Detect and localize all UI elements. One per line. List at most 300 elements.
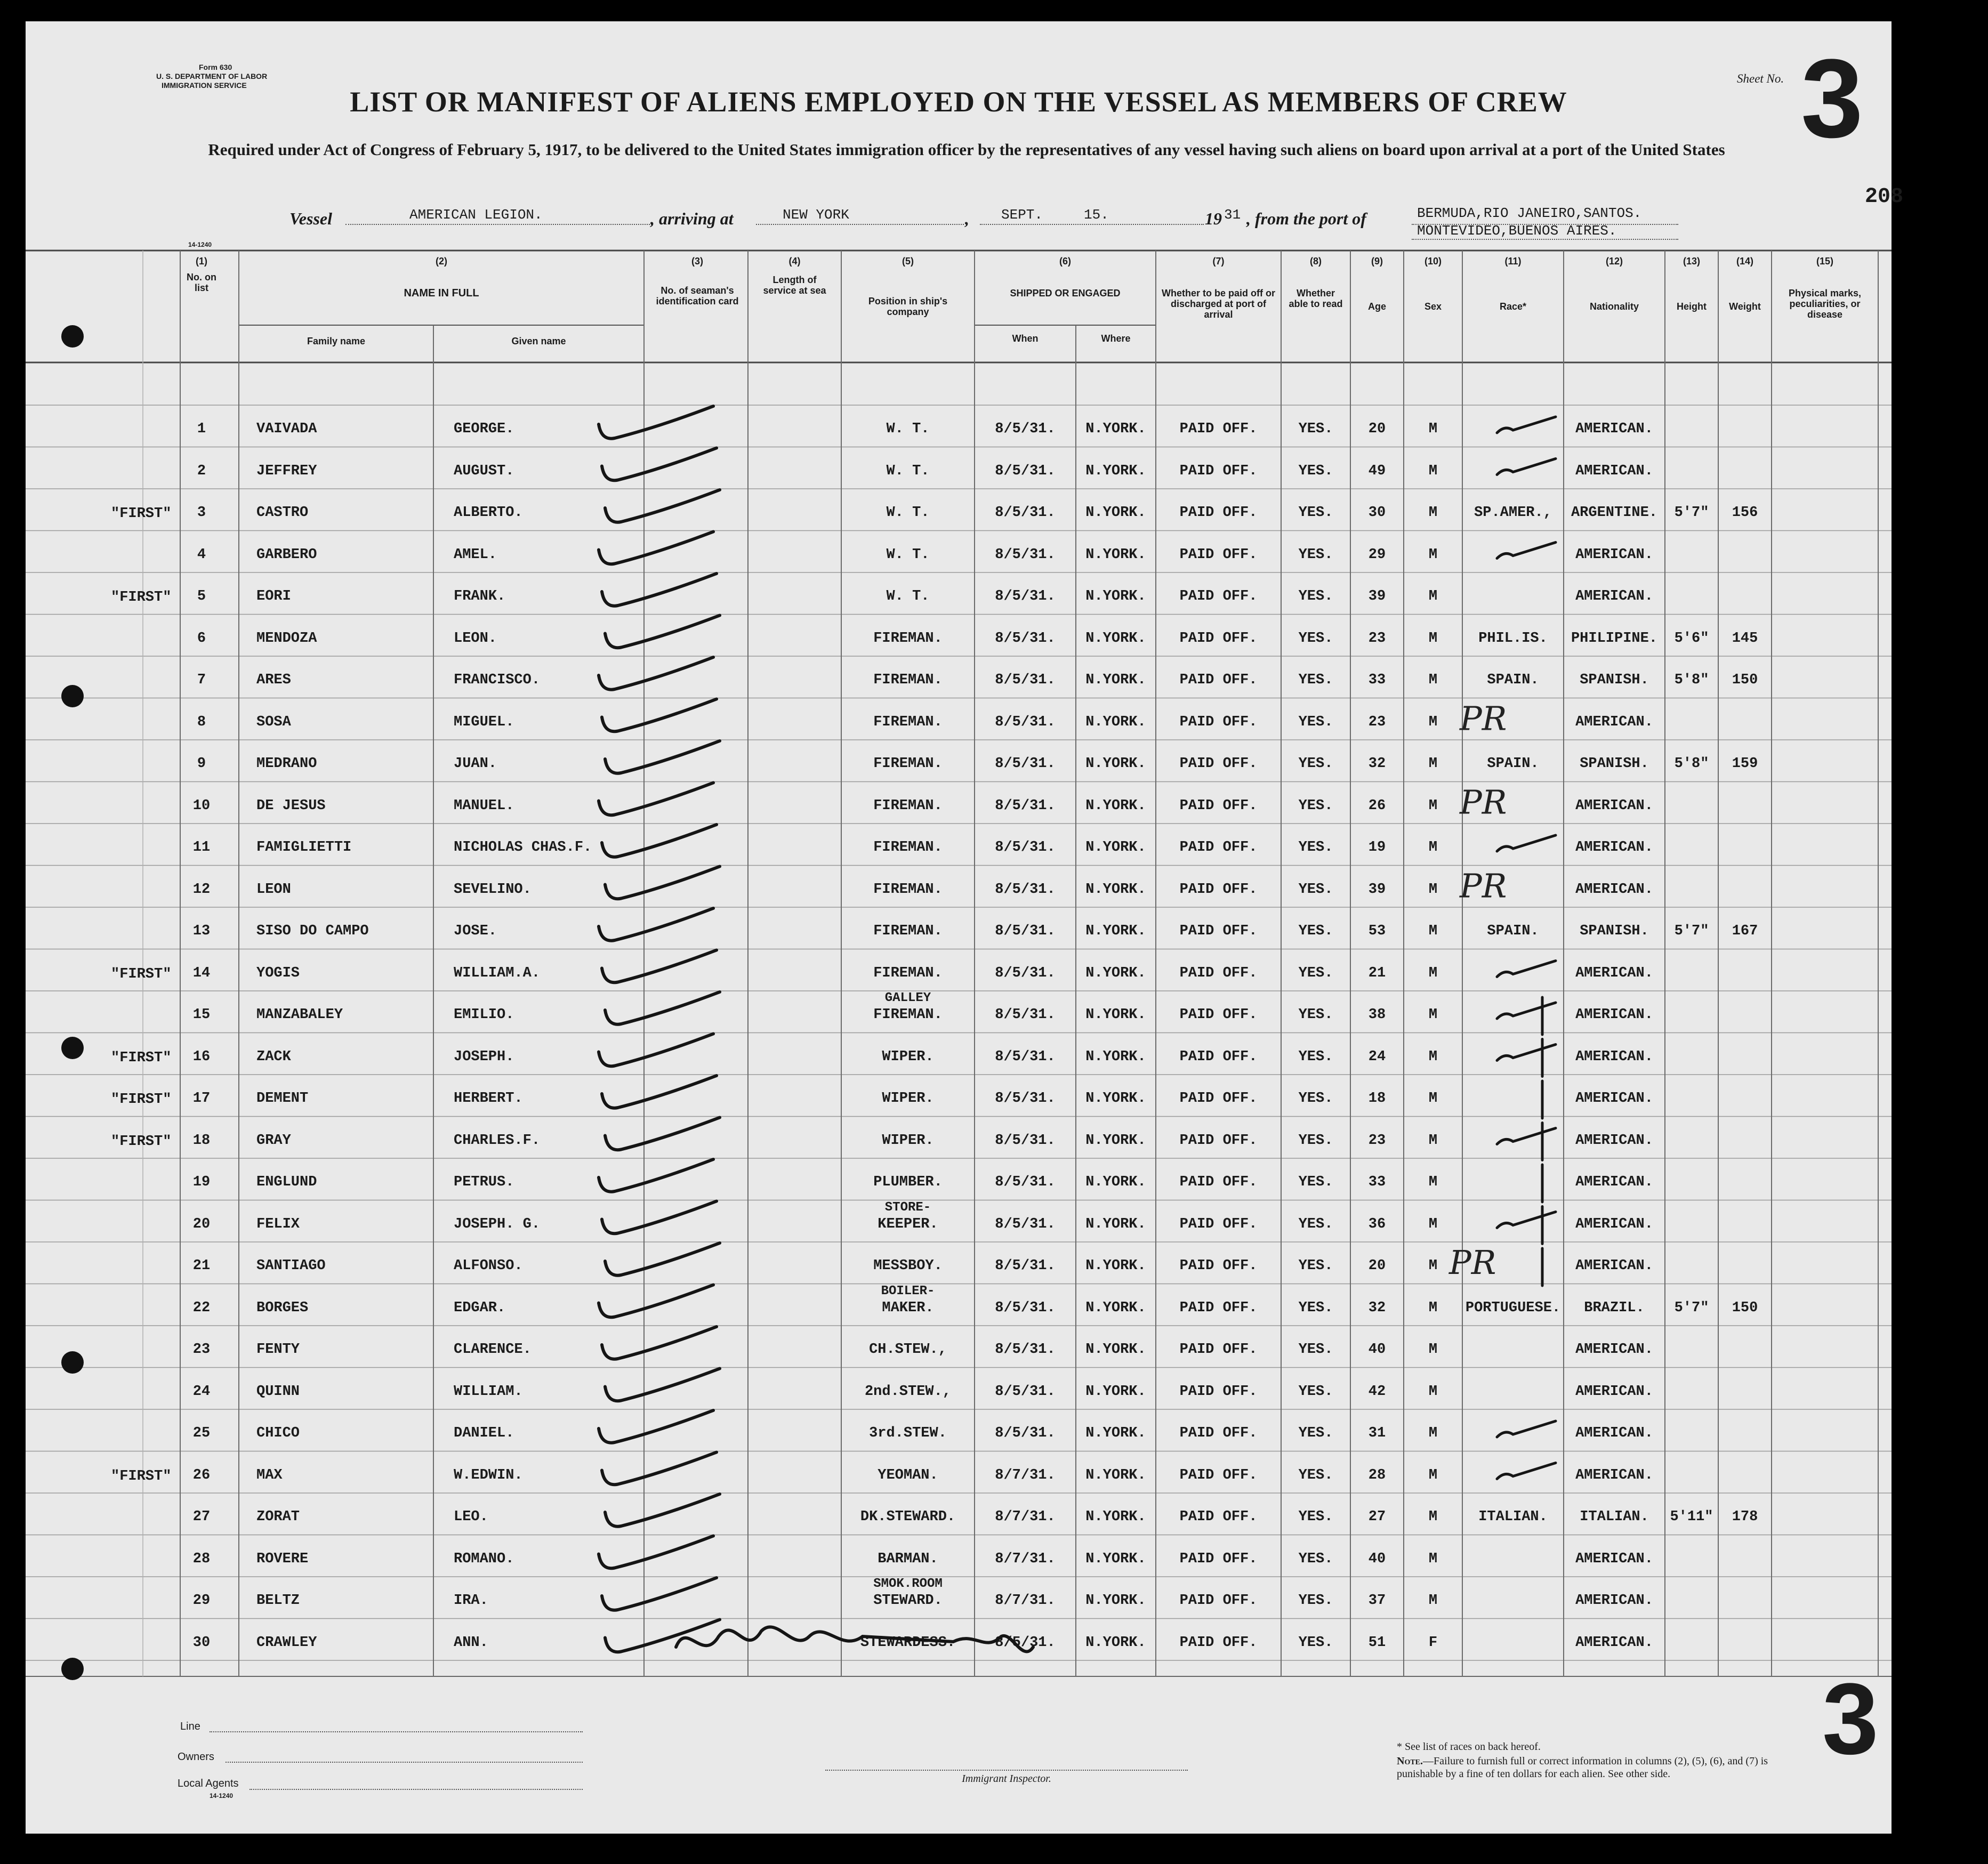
cell-sex: M [1428,965,1438,981]
cell-mark: "FIRST" [111,1133,172,1150]
col-header-nationality: Nationality [1589,301,1639,312]
cell-no: 2 [197,463,206,479]
cell-family: VAIVADA [256,421,317,437]
cell-no: 8 [197,714,206,730]
cell-when: 8/5/31. [995,1007,1056,1023]
cell-position: WIPER. [882,1091,934,1107]
cell-no: 11 [192,840,211,856]
col-num-6: (6) [1059,256,1071,267]
cell-read: YES. [1298,840,1333,856]
col-num-1: (1) [196,256,207,267]
cell-where: N.YORK. [1085,1509,1146,1525]
cell-mark: "FIRST" [111,966,172,982]
cell-age: 23 [1368,1132,1386,1149]
cell-nationality: AMERICAN. [1575,840,1653,856]
cell-sex: F [1428,1634,1438,1651]
cell-sex: M [1428,546,1438,563]
cell-given: EMILIO. [454,1007,514,1023]
cell-paid: PAID OFF. [1179,965,1258,981]
cell-where: N.YORK. [1085,797,1146,814]
cell-paid: PAID OFF. [1179,923,1258,939]
cell-nationality: ITALIAN. [1580,1509,1649,1525]
cell-nationality: AMERICAN. [1575,588,1653,604]
cell-paid: PAID OFF. [1179,1383,1258,1400]
page-title: LIST OR MANIFEST OF ALIENS EMPLOYED ON THE VESSEL AS MEMBERS OF CREW [350,86,1567,118]
race-pr-handwritten: PR [1460,866,1507,906]
port-line-1: BERMUDA,RIO JANEIRO,SANTOS. [1417,205,1642,221]
cell-when: 8/5/31. [995,965,1056,981]
cell-position: FIREMAN. [873,840,943,856]
cell-when: 8/5/31. [995,1425,1056,1441]
col-num-12: (12) [1605,256,1623,267]
cell-where: N.YORK. [1085,1425,1146,1441]
sheet-number-bottom: 3 [1822,1663,1879,1776]
cell-nationality: AMERICAN. [1575,1383,1653,1400]
cell-read: YES. [1298,1551,1333,1567]
cell-paid: PAID OFF. [1179,630,1258,647]
cell-when: 8/5/31. [995,1383,1056,1400]
cell-sex: M [1428,923,1438,939]
cell-no: 15 [192,1007,211,1023]
cell-read: YES. [1298,1425,1333,1441]
cell-weight: 150 [1732,672,1758,688]
cell-no: 20 [192,1216,211,1232]
cell-sex: M [1428,505,1438,521]
cell-paid: PAID OFF. [1179,1258,1258,1274]
cell-given: MANUEL. [454,797,514,814]
cell-given: W.EDWIN. [454,1467,523,1483]
cell-given: LEO. [454,1509,488,1525]
cell-given: FRANK. [454,588,506,604]
cell-age: 28 [1368,1467,1386,1483]
cell-nationality: AMERICAN. [1575,965,1653,981]
cell-when: 8/5/31. [995,756,1056,772]
cell-family: JEFFREY [256,463,317,479]
cell-paid: PAID OFF. [1179,1551,1258,1567]
cell-when: 8/5/31. [995,1258,1056,1274]
cell-where: N.YORK. [1085,1551,1146,1567]
cell-position: CH.STEW., [869,1342,947,1358]
cell-family: MEDRANO [256,756,317,772]
cell-position: W. T. [886,421,930,437]
cell-when: 8/7/31. [995,1467,1056,1483]
cell-position: WIPER. [882,1132,934,1149]
cell-sex: M [1428,1509,1438,1525]
cell-when: 8/5/31. [995,1091,1056,1107]
arriving-label: , arriving at [650,209,734,228]
cell-nationality: SPANISH. [1580,756,1649,772]
cell-read: YES. [1298,797,1333,814]
col-num-8: (8) [1310,256,1322,267]
cell-read: YES. [1298,546,1333,563]
col-header-read: Whether able to read [1289,288,1343,309]
cell-when: 8/5/31. [995,1048,1056,1065]
cell-no: 23 [192,1342,211,1358]
cell-age: 51 [1368,1634,1386,1651]
cell-read: YES. [1298,1593,1333,1609]
cell-nationality: SPANISH. [1580,672,1649,688]
cell-age: 26 [1368,797,1386,814]
cell-read: YES. [1298,672,1333,688]
cell-position: FIREMAN. [873,714,943,730]
cell-position: FIREMAN. [873,881,943,898]
cell-position: FIREMAN. [873,756,943,772]
cell-sex: M [1428,1048,1438,1065]
cell-paid: PAID OFF. [1179,756,1258,772]
cell-sex: M [1428,881,1438,898]
punch-hole [61,1658,84,1680]
cell-nationality: AMERICAN. [1575,1258,1653,1274]
col-header-when: When [1012,333,1039,344]
cell-where: N.YORK. [1085,421,1146,437]
cell-mark: "FIRST" [111,506,172,522]
cell-nationality: SPANISH. [1580,923,1649,939]
cell-read: YES. [1298,421,1333,437]
cell-when: 8/5/31. [995,630,1056,647]
cell-paid: PAID OFF. [1179,840,1258,856]
cell-position-line2: STEWARD. [873,1593,943,1609]
cell-where: N.YORK. [1085,1258,1146,1274]
cell-where: N.YORK. [1085,1216,1146,1232]
cell-no: 6 [197,630,206,647]
cell-family: GRAY [256,1132,291,1149]
form-department: U. S. DEPARTMENT OF LABOR [156,72,268,80]
cell-family: ARES [256,672,291,688]
cell-family: EORI [256,588,291,604]
cell-nationality: BRAZIL. [1584,1300,1645,1316]
cell-given: JUAN. [454,756,497,772]
cell-position: YEOMAN. [878,1467,938,1483]
cell-age: 18 [1368,1091,1386,1107]
cell-paid: PAID OFF. [1179,1593,1258,1609]
form-number: Form 630 [199,63,232,71]
cell-nationality: AMERICAN. [1575,546,1653,563]
cell-read: YES. [1298,630,1333,647]
cell-nationality: AMERICAN. [1575,1091,1653,1107]
cell-nationality: AMERICAN. [1575,463,1653,479]
cell-read: YES. [1298,714,1333,730]
cell-sex: M [1428,421,1438,437]
cell-read: YES. [1298,1258,1333,1274]
cell-given: NICHOLAS CHAS.F. [454,840,592,856]
cell-when: 8/7/31. [995,1593,1056,1609]
cell-race: ITALIAN. [1478,1509,1548,1525]
manifest-sheet: Form 630 U. S. DEPARTMENT OF LABOR IMMIGRATION SERVICE Sheet No. 3 208 LIST OR MANIFEST OF ALIENS EMPLOYED ON THE VESSEL AS MEMBERS OF CREW Required under Act of Congress of February 5, 1917, to be delivered to the United States immigration officer by the representatives of any vessel having such aliens on board upon arrival at a port of the United States Vessel AMERICAN LEGION. , arriving at NEW YORK , SEPT. 15. 19 31 , from the port of BERMUDA,RIO JANEIRO,SANTOS. MONTEVIDEO,BUENOS AIRES. (1) No. on list (2) NAME IN FULL Family name Given name (3) No. of seaman's identification card (4) Length of service at sea (5) Position in ship's company (6) SHIPPED OR ENGAGED When Where (7) Whether to be paid off or discharged at port of arrival (8) Whether able to read (9) Age (10) Sex (11) Race* (12) Nationality (13) Height (14) Weight (15) Physical marks, peculiarities, or disease 14-1240 1 VAIVADA GEORGE. W. T. 8/5/31. N.YORK. PAID OFF. YES. 20 M AMERICAN. 2 JEFFREY AUGUST. W. T. 8/5/31. N.YORK. PAID OFF. YES. 49 M AMERICAN. "FIRST" 3 CASTRO ALBERTO. W. T. 8/5/31. N.YORK. PAID OFF. YES. 30 M SP.AMER., ARGENTINE. 5'7" 156 4 GARBERO AMEL. W. T. 8/5/31. N.YORK. PAID OFF. YES. 29 M AMERICAN. "FIRST" 5 EORI FRANK. W. T. 8/5/31. N.YORK. PAID OFF. YES. 39 M AMERICAN. 6 MENDOZA LEON. FIREMAN. 8/5/31. N.YORK. PAID OFF. YES. 23 M PHIL.IS. PHILIPINE. 5'6" 145 7 ARES FRANCISCO. FIREMAN. 8/5/31. N.YORK. PAID OFF. YES. 33 M SPAIN. SPANISH. 5'8" 150 8 SOSA MIGUEL. FIREMAN. 8/5/31. N.YORK. PAID OFF. YES. 23 M AMERICAN. 9 MEDRANO JUAN. FIREMAN. 8/5/31. N.YORK. PAID OFF. YES. 32 M SPAIN. SPANISH. 5'8" 159 10 DE JESUS MANUEL. FIREMAN. 8/5/31. N.YORK. PAID OFF. YES. 26 M AMERICAN. 11 FAMIGLIETTI NICHOLAS CHAS.F. FIREMAN. 8/5/31. N.YORK. PAID OFF. YES. 19 M AMERICAN. 12 LEON SEVELINO. FIREMAN. 8/5/31. N.YORK. PAID OFF. YES. 39 M AMERICAN. 13 SISO DO CAMPO JOSE. FIREMAN. 8/5/31. N.YORK. PAID OFF. YES. 53 M SPAIN. SPANISH. 5'7" 167 "FIRST" 14 YOGIS WILLIAM.A. FIREMAN. 8/5/31. N.YORK. PAID OFF. YES. 21 M AMERICAN. 15 MANZABALEY EMILIO. FIREMAN. GALLEY 8/5/31. N.YORK. PAID OFF. YES. 38 M AMERICAN. "FIRST" 16 ZACK JOSEPH. WIPER. 8/5/31. N.YORK. PAID OFF. YES. 24 M AMERICAN. "FIRST" 17 DEMENT HERBERT. WIPER. 8/5/31. N.YORK. PAID OFF. YES. 18 M AMERICAN. "FIRST" 18 GRAY CHARLES.F. WIPER. 8/5/31. N.YORK. PAID OFF. YES. 23 M AMERICAN. 19 ENGLUND PETRUS. PLUMBER. 8/5/31. N.YORK. PAID OFF. YES. 33 M AMERICAN. 20 FELIX JOSEPH. G. KEEPER. STORE- 8/5/31. N.YORK. PAID OFF. YES. 36 M AMERICAN. 21 SANTIAGO ALFONSO. MESSBOY. 8/5/31. N.YORK. PAID OFF. YES. 20 M AMERICAN. 22 BORGES EDGAR. MAKER. BOILER- 8/5/31. N.YORK. PAID OFF. YES. 32 M PORTUGUESE. BRAZIL. 5'7" 150 23 FENTY CLARENCE. CH.STEW., 8/5/31. N.YORK. PAID OFF. YES. 40 M AMERICAN. 24 QUINN WILLIAM. 2nd.STEW., 8/5/31. N.YORK. PAID OFF. YES. 42 M AMERICAN. 25 CHICO DANIEL. 3rd.STEW. 8/5/31. N.YORK. PAID OFF. YES. 31 M AMERICAN. "FIRST" 26 MAX W.EDWIN. YEOMAN. 8/7/31. N.YORK. PAID OFF. YES. 28 M AMERICAN. 27 ZORAT LEO. DK.STEWARD. 8/7/31. N.YORK. PAID OFF. YES. 27 M ITALIAN. ITALIAN. 5'11" 178 28 ROVERE ROMANO. BARMAN. 8/7/31. N.YORK. PAID OFF. YES. 40 M AMERICAN. 29 BELTZ IRA. STEWARD. SMOK.ROOM 8/7/31. N.YORK. PAID OFF. YES. 37 M AMERICAN. 30 CRAWLEY ANN. STEWARDESS. 8/5/31. N.YORK. PAID OFF. YES. 51 F AMERICAN. PR PR PR PR Line Owners Local Agents 14-1240 Immigrant Inspector. * See list of races on back hereof. Note.—Failure to furnish full or correct information in columns (2), (5), (6), and (7) is punishable by a fine of ten dollars for each alien. See other side. 3 [26,21,1892,1834]
cell-family: ZACK [256,1048,291,1065]
cell-position: 3rd.STEW. [869,1425,947,1441]
cell-paid: PAID OFF. [1179,588,1258,604]
cell-sex: M [1428,630,1438,647]
form-service: IMMIGRATION SERVICE [162,81,247,90]
cell-where: N.YORK. [1085,923,1146,939]
cell-position: STEWARDESS. [860,1634,956,1651]
cell-given: CLARENCE. [454,1342,532,1358]
col-header-height: Height [1677,301,1707,312]
col-header-service: Length of service at sea [763,275,826,296]
cell-position: FIREMAN. [873,923,943,939]
col-header-family: Family name [307,336,366,346]
cell-paid: PAID OFF. [1179,546,1258,563]
cell-no: 25 [192,1425,211,1441]
cell-given: ALBERTO. [454,505,523,521]
cell-no: 26 [192,1467,211,1483]
cell-nationality: AMERICAN. [1575,421,1653,437]
cell-given: LEON. [454,630,497,647]
cell-mark: "FIRST" [111,1092,172,1108]
cell-position: W. T. [886,546,930,563]
cell-when: 8/5/31. [995,923,1056,939]
cell-family: LEON [256,881,291,898]
cell-age: 49 [1368,463,1386,479]
cell-given: MIGUEL. [454,714,514,730]
cell-age: 31 [1368,1425,1386,1441]
cell-no: 12 [192,881,211,898]
cell-family: ROVERE [256,1551,309,1567]
cell-when: 8/5/31. [995,546,1056,563]
cell-sex: M [1428,1216,1438,1232]
cell-no: 5 [197,588,206,604]
cell-position: W. T. [886,588,930,604]
cell-no: 19 [192,1174,211,1190]
cell-given: PETRUS. [454,1174,514,1190]
cell-weight: 167 [1732,923,1758,939]
cell-position: SMOK.ROOM [873,1577,943,1591]
cell-given: AUGUST. [454,463,514,479]
cell-read: YES. [1298,1132,1333,1149]
cell-paid: PAID OFF. [1179,505,1258,521]
cell-race: SPAIN. [1487,672,1539,688]
col-header-age: Age [1367,301,1386,312]
cell-read: YES. [1298,965,1333,981]
cell-position: BARMAN. [878,1551,938,1567]
cell-nationality: AMERICAN. [1575,1593,1653,1609]
cell-age: 19 [1368,840,1386,856]
cell-family: MAX [256,1467,283,1483]
cell-family: GARBERO [256,546,317,563]
cell-position: FIREMAN. [873,965,943,981]
cell-sex: M [1428,672,1438,688]
port-line-2: MONTEVIDEO,BUENOS AIRES. [1417,223,1617,239]
cell-given: WILLIAM.A. [454,965,541,981]
cell-when: 8/5/31. [995,714,1056,730]
cell-family: FELIX [256,1216,300,1232]
cell-read: YES. [1298,463,1333,479]
cell-given: GEORGE. [454,421,514,437]
cell-family: SANTIAGO [256,1258,326,1274]
cell-given: SEVELINO. [454,881,532,898]
cell-weight: 156 [1732,505,1758,521]
cell-read: YES. [1298,1300,1333,1316]
cell-family: FAMIGLIETTI [256,840,352,856]
cell-where: N.YORK. [1085,1007,1146,1023]
cell-no: 22 [192,1300,211,1316]
race-pr-handwritten: PR [1449,1243,1496,1282]
cell-sex: M [1428,588,1438,604]
col-num-15: (15) [1816,256,1833,267]
cell-paid: PAID OFF. [1179,672,1258,688]
cell-family: QUINN [256,1383,300,1400]
col-header-shipped: SHIPPED OR ENGAGED [1010,288,1121,298]
col-header-name: NAME IN FULL [404,287,479,299]
footer-form-code: 14-1240 [210,1792,234,1800]
cell-age: 38 [1368,1007,1386,1023]
cell-sex: M [1428,1467,1438,1483]
cell-where: N.YORK. [1085,1300,1146,1316]
cell-position: WIPER. [882,1048,934,1065]
cell-no: 24 [192,1383,211,1400]
cell-when: 8/5/31. [995,840,1056,856]
col-header-weight: Weight [1729,301,1761,312]
cell-race: SPAIN. [1487,756,1539,772]
cell-paid: PAID OFF. [1179,1048,1258,1065]
cell-sex: M [1428,1342,1438,1358]
cell-age: 33 [1368,1174,1386,1190]
cell-family: ENGLUND [256,1174,317,1190]
arrival-month: SEPT. [1001,207,1043,223]
col-num-13: (13) [1683,256,1700,267]
cell-height: 5'7" [1674,923,1709,939]
cell-age: 23 [1368,630,1386,647]
cell-position: MESSBOY. [873,1258,943,1274]
cell-age: 42 [1368,1383,1386,1400]
cell-where: N.YORK. [1085,1593,1146,1609]
arrival-day: 15. [1084,207,1109,223]
cell-position-line2: MAKER. [882,1300,934,1316]
cell-race: SPAIN. [1487,923,1539,939]
race-pr-handwritten: PR [1460,699,1507,738]
cell-where: N.YORK. [1085,546,1146,563]
cell-no: 13 [192,923,211,939]
col-header-where: Where [1101,333,1131,344]
cell-read: YES. [1298,1383,1333,1400]
cell-position: W. T. [886,505,930,521]
cell-family: BORGES [256,1300,309,1316]
cell-family: MANZABALEY [256,1007,343,1023]
cell-sex: M [1428,1551,1438,1567]
cell-nationality: AMERICAN. [1575,797,1653,814]
col-num-11: (11) [1504,256,1522,267]
cell-nationality: AMERICAN. [1575,714,1653,730]
cell-where: N.YORK. [1085,840,1146,856]
cell-nationality: PHILIPINE. [1571,630,1658,647]
cell-where: N.YORK. [1085,1091,1146,1107]
cell-position-line2: FIREMAN. [873,1007,943,1023]
vessel-name: AMERICAN LEGION. [409,207,543,223]
cell-family: SISO DO CAMPO [256,923,369,939]
cell-nationality: AMERICAN. [1575,1467,1653,1483]
punch-hole [61,685,84,707]
cell-weight: 178 [1732,1509,1758,1525]
cell-read: YES. [1298,505,1333,521]
cell-where: N.YORK. [1085,1467,1146,1483]
cell-family: FENTY [256,1342,300,1358]
cell-where: N.YORK. [1085,1174,1146,1190]
cell-given: JOSEPH. [454,1048,514,1065]
cell-paid: PAID OFF. [1179,1342,1258,1358]
cell-given: ALFONSO. [454,1258,523,1274]
cell-no: 29 [192,1593,211,1609]
cell-sex: M [1428,756,1438,772]
cell-family: CRAWLEY [256,1634,317,1651]
punch-hole [61,1351,84,1374]
cell-when: 8/5/31. [995,421,1056,437]
cell-position: GALLEY [884,991,931,1005]
cell-given: JOSE. [454,923,497,939]
cell-age: 20 [1368,421,1386,437]
footer-owners-label: Owners [178,1751,214,1763]
cell-paid: PAID OFF. [1179,1091,1258,1107]
cell-paid: PAID OFF. [1179,463,1258,479]
cell-given: CHARLES.F. [454,1132,541,1149]
cell-age: 40 [1368,1551,1386,1567]
cell-where: N.YORK. [1085,1383,1146,1400]
cell-race: SP.AMER., [1474,505,1552,521]
cell-height: 5'6" [1674,630,1709,647]
cell-paid: PAID OFF. [1179,1509,1258,1525]
cell-paid: PAID OFF. [1179,1216,1258,1232]
cell-nationality: AMERICAN. [1575,1216,1653,1232]
cell-nationality: AMERICAN. [1575,1634,1653,1651]
cell-read: YES. [1298,756,1333,772]
penalty-note: Note.—Failure to furnish full or correct information in columns (2), (5), (6), and (7) is punishable by a fine of ten dollars for each alien. See other side. [1397,1755,1768,1780]
cell-read: YES. [1298,1634,1333,1651]
cell-where: N.YORK. [1085,463,1146,479]
cell-family: DE JESUS [256,797,326,814]
year-prefix: 19 [1205,209,1222,228]
cell-when: 8/5/31. [995,463,1056,479]
cell-where: N.YORK. [1085,714,1146,730]
cell-family: DEMENT [256,1091,309,1107]
race-pr-handwritten: PR [1460,782,1507,822]
cell-when: 8/5/31. [995,1174,1056,1190]
cell-read: YES. [1298,1509,1333,1525]
col-header-sex: Sex [1424,301,1442,312]
cell-age: 32 [1368,1300,1386,1316]
cell-where: N.YORK. [1085,588,1146,604]
cell-when: 8/5/31. [995,1216,1056,1232]
cell-age: 32 [1368,756,1386,772]
cell-position: FIREMAN. [873,672,943,688]
cell-mark: "FIRST" [111,1468,172,1484]
cell-given: WILLIAM. [454,1383,523,1400]
cell-given: FRANCISCO. [454,672,541,688]
cell-paid: PAID OFF. [1179,797,1258,814]
col-num-5: (5) [902,256,914,267]
col-num-4: (4) [788,256,801,267]
col-header-given: Given name [511,336,566,346]
cell-weight: 150 [1732,1300,1758,1316]
cell-nationality: AMERICAN. [1575,1048,1653,1065]
arriving-port: NEW YORK [783,207,849,223]
cell-where: N.YORK. [1085,1132,1146,1149]
vessel-label: Vessel [289,209,332,228]
cell-no: 10 [192,797,211,814]
cell-when: 8/5/31. [995,1342,1056,1358]
sheet-label: Sheet No. [1737,72,1784,85]
cell-where: N.YORK. [1085,965,1146,981]
cell-read: YES. [1298,1216,1333,1232]
cell-age: 23 [1368,714,1386,730]
cell-no: 21 [192,1258,211,1274]
footer-line-label: Line [180,1721,200,1732]
cell-given: IRA. [454,1593,488,1609]
cell-given: EDGAR. [454,1300,506,1316]
cell-nationality: AMERICAN. [1575,1342,1653,1358]
cell-position: W. T. [886,463,930,479]
cell-nationality: ARGENTINE. [1571,505,1658,521]
cell-read: YES. [1298,1467,1333,1483]
cell-age: 30 [1368,505,1386,521]
